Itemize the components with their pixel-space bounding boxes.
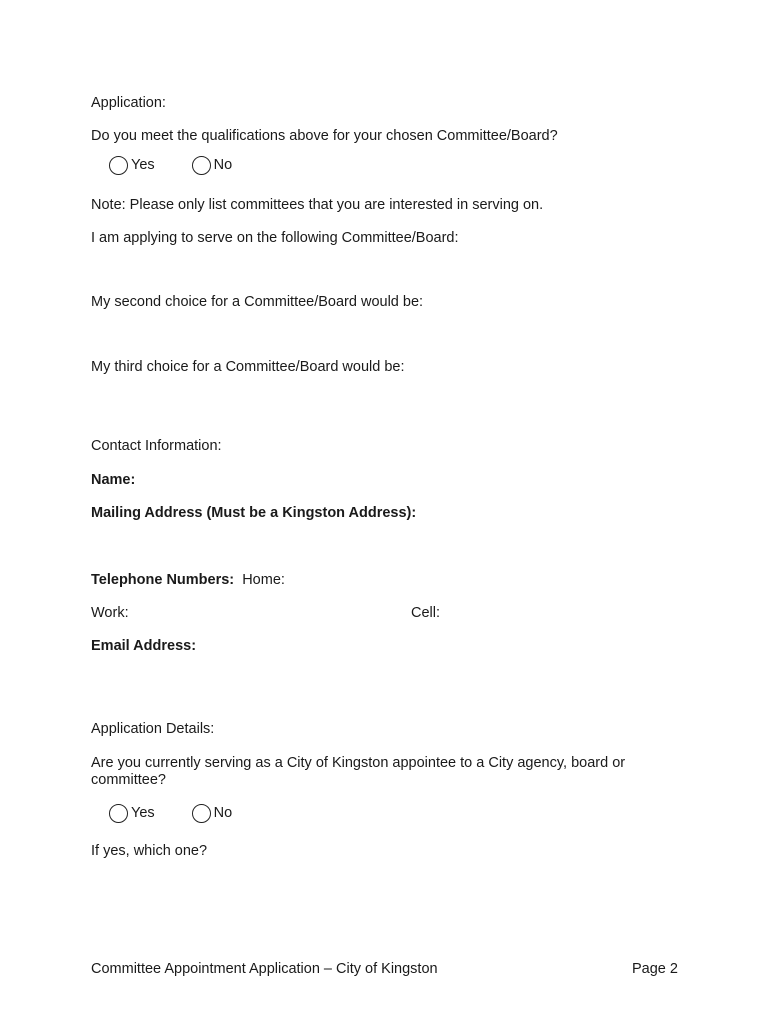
email-label: Email Address: (91, 638, 197, 654)
committees-note: Note: Please only list committees that you are interested in serving on. (91, 197, 544, 213)
qualifications-no-label: No (213, 157, 233, 173)
serving-yes-option[interactable] (109, 804, 155, 823)
qualifications-yes-radio[interactable] (109, 156, 128, 175)
serving-yes-label: Yes (131, 805, 155, 821)
serving-no-label: No (213, 805, 233, 821)
name-label: Name: (91, 472, 136, 488)
qualifications-yes-option[interactable] (109, 156, 155, 175)
qualifications-question: Do you meet the qualifications above for your chosen Committee/Board? (91, 128, 558, 144)
first-choice-label: I am applying to serve on the following Committee/Board: (91, 230, 459, 246)
details-heading: Application Details: (91, 721, 215, 737)
footer-title: Committee Appointment Application – City of Kingston (91, 961, 438, 977)
qualifications-radio-group (109, 156, 232, 175)
page-number: Page 2 (632, 961, 678, 977)
contact-heading: Contact Information: (91, 438, 222, 454)
application-heading: Application: (91, 95, 166, 111)
serving-no-radio[interactable] (192, 804, 211, 823)
telephone-label: Telephone Numbers: (91, 572, 235, 588)
qualifications-no-radio[interactable] (192, 156, 211, 175)
qualifications-no-option[interactable] (192, 156, 233, 175)
serving-no-option[interactable] (192, 804, 233, 823)
telephone-row (91, 572, 285, 589)
cell-label: Cell: (411, 605, 441, 621)
serving-yes-radio[interactable] (109, 804, 128, 823)
which-one-label: If yes, which one? (91, 843, 208, 859)
second-choice-label: My second choice for a Committee/Board would be: (91, 294, 424, 310)
serving-question: Are you currently serving as a City of Kingston appointee to a City agency, board or committee? (91, 755, 626, 788)
third-choice-label: My third choice for a Committee/Board would be: (91, 359, 405, 375)
qualifications-yes-label: Yes (131, 157, 155, 173)
home-label: Home: (242, 572, 285, 588)
work-label: Work: (91, 605, 129, 621)
serving-radio-group (109, 804, 232, 823)
mailing-address-label: Mailing Address (Must be a Kingston Address): (91, 505, 417, 521)
